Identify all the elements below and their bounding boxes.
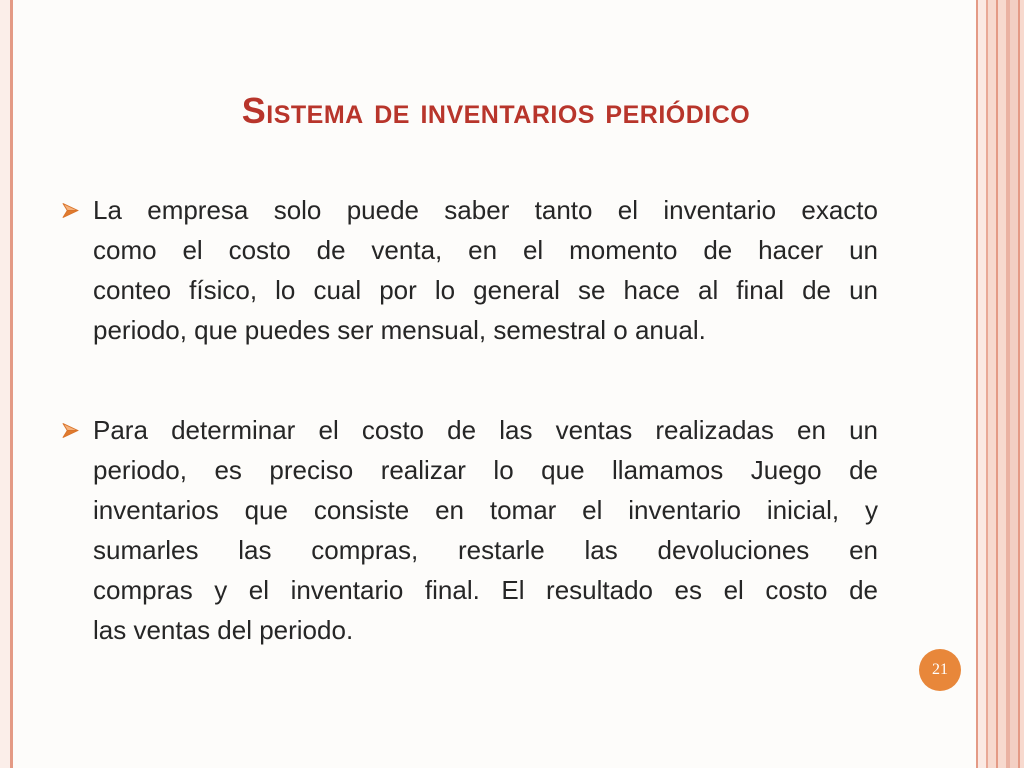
page-number: 21 — [932, 661, 948, 678]
bullet-line: Para determinar el costo de las ventas realizadas en un — [93, 415, 878, 445]
bullet-line: sumarles las compras, restarle las devoluciones en — [93, 535, 878, 565]
right-border-stripes — [976, 0, 1024, 768]
bullet-line: inventarios que consiste en tomar el inventario inicial, y — [93, 495, 878, 525]
bullet-line: las ventas del periodo. — [93, 615, 354, 645]
bullet-line: como el costo de venta, en el momento de hacer un — [93, 235, 878, 265]
page-number-badge — [919, 649, 961, 691]
left-border-stripe — [0, 0, 16, 768]
bullet-line: compras y el inventario final. El resultado es el costo de — [93, 575, 878, 605]
arrow-bullet-icon — [62, 422, 79, 439]
bullet-line: periodo, es preciso realizar lo que llamamos Juego de — [93, 455, 878, 485]
bullet-line: La empresa solo puede saber tanto el inventario exacto — [93, 195, 878, 225]
slide-title: Sistema de inventarios periódico — [241, 90, 751, 131]
arrow-bullet-icon — [62, 202, 79, 219]
bullet-text — [93, 410, 878, 650]
bullet-line: periodo, que puedes ser mensual, semestral o anual. — [93, 315, 706, 345]
bullet-line: conteo físico, lo cual por lo general se hace al final de un — [93, 275, 878, 305]
bullet-text — [93, 190, 878, 350]
